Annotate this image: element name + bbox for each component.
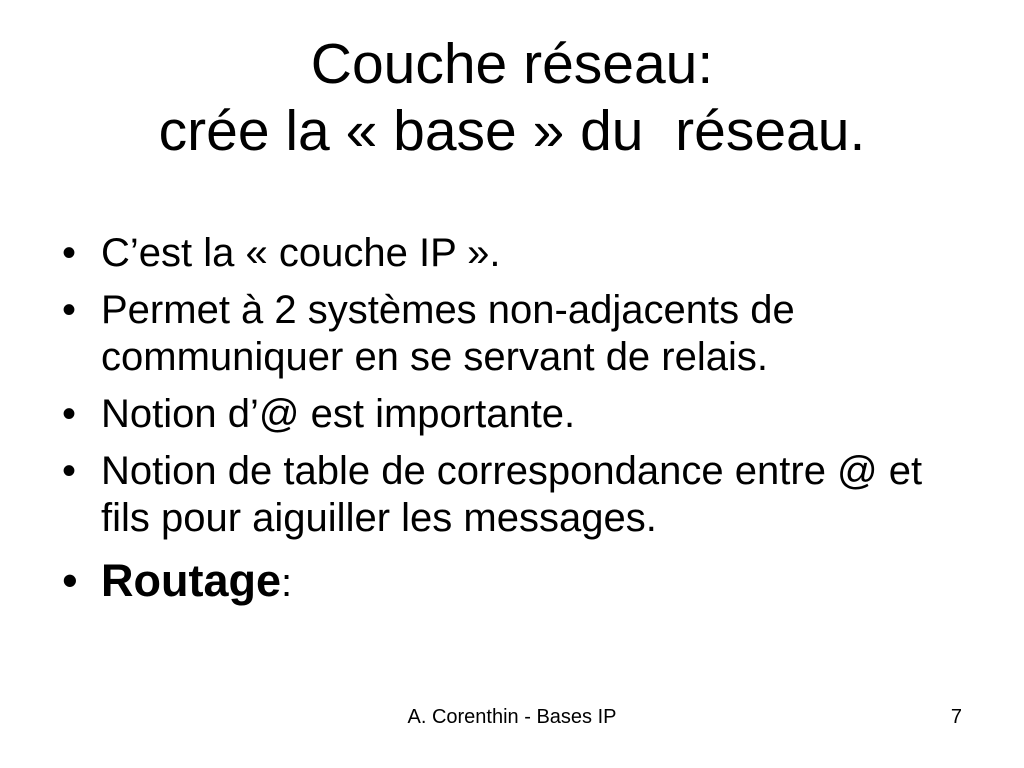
- bullet-list: [62, 230, 951, 612]
- bullet-item: [62, 448, 951, 542]
- bullet-text: Notion de table de correspondance entre @ et fils pour aiguiller les messages.: [101, 449, 923, 540]
- bullet-marker: •: [62, 449, 77, 493]
- bullet-item: [62, 287, 951, 381]
- bullet-marker: •: [62, 392, 77, 436]
- page-number: 7: [950, 706, 962, 728]
- title-line-1: Couche réseau:: [310, 32, 714, 96]
- footer-text: A. Corenthin - Bases IP: [407, 706, 617, 728]
- bullet-text: [101, 552, 951, 612]
- bullet-marker: •: [62, 288, 77, 332]
- bullet-text: Notion d’@ est importante.: [101, 392, 576, 436]
- bullet-colon: :: [281, 561, 293, 605]
- bullet-marker: •: [62, 555, 78, 606]
- bullet-item: [62, 391, 951, 438]
- slide-title: [0, 31, 1024, 165]
- bullet-marker: •: [62, 231, 77, 275]
- title-line-2: crée la « base » du réseau.: [158, 99, 866, 163]
- bullet-text: C’est la « couche IP ».: [101, 231, 501, 275]
- bullet-text: Permet à 2 systèmes non-adjacents de communiquer en se servant de relais.: [101, 288, 795, 379]
- bullet-item: [62, 230, 951, 277]
- bullet-item-routage: [62, 552, 951, 612]
- bullet-bold-term: Routage: [101, 555, 281, 606]
